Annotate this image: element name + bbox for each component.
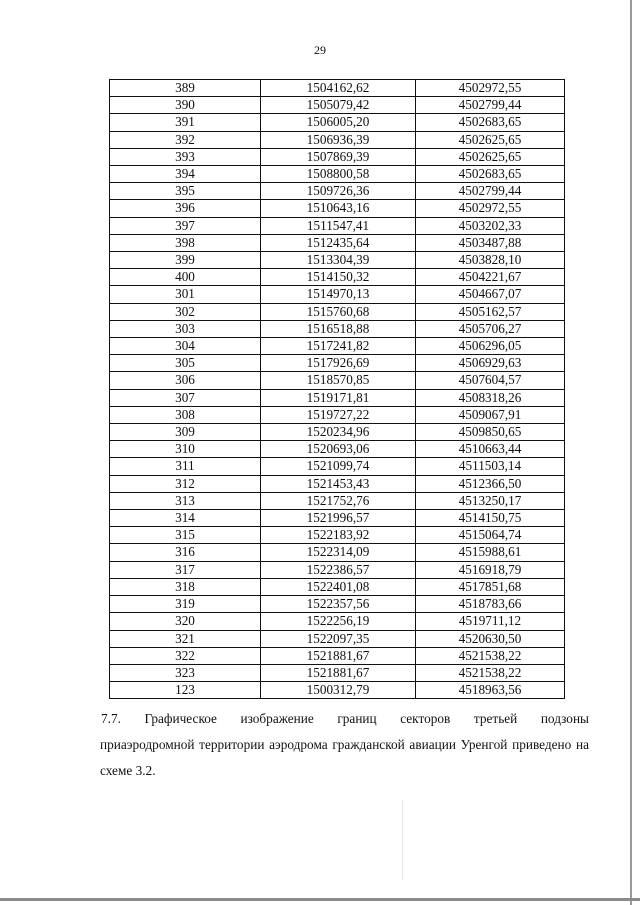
point-number-cell: 319 (110, 596, 261, 613)
x-coordinate-cell: 1500312,79 (261, 682, 416, 699)
point-number-cell: 322 (110, 647, 261, 664)
y-coordinate-cell: 4503202,33 (416, 217, 565, 234)
table-row (110, 596, 565, 613)
table-row (110, 527, 565, 544)
table-row (110, 561, 565, 578)
point-number-cell: 396 (110, 200, 261, 217)
table-row (110, 355, 565, 372)
y-coordinate-cell: 4509850,65 (416, 424, 565, 441)
y-coordinate-cell: 4505162,57 (416, 303, 565, 320)
x-coordinate-cell: 1521453,43 (261, 475, 416, 492)
table-row (110, 406, 565, 423)
x-coordinate-cell: 1522256,19 (261, 613, 416, 630)
paragraph-word: подзоны (540, 711, 589, 726)
table-row (110, 647, 565, 664)
y-coordinate-cell: 4502972,55 (416, 80, 565, 97)
table-row (110, 458, 565, 475)
point-number-cell: 400 (110, 269, 261, 286)
x-coordinate-cell: 1522357,56 (261, 596, 416, 613)
x-coordinate-cell: 1519727,22 (261, 406, 416, 423)
section-paragraph (101, 706, 589, 784)
y-coordinate-cell: 4502683,65 (416, 166, 565, 183)
point-number-cell: 307 (110, 389, 261, 406)
table-row (110, 664, 565, 681)
y-coordinate-cell: 4504667,07 (416, 286, 565, 303)
x-coordinate-cell: 1506936,39 (261, 131, 416, 148)
point-number-cell: 399 (110, 252, 261, 269)
table-row (110, 544, 565, 561)
table-row (110, 630, 565, 647)
table-row (110, 338, 565, 355)
y-coordinate-cell: 4520630,50 (416, 630, 565, 647)
paragraph-first-line (101, 706, 589, 732)
point-number-cell: 389 (110, 80, 261, 97)
x-coordinate-cell: 1521881,67 (261, 664, 416, 681)
x-coordinate-cell: 1522401,08 (261, 578, 416, 595)
point-number-cell: 308 (110, 406, 261, 423)
y-coordinate-cell: 4515988,61 (416, 544, 565, 561)
y-coordinate-cell: 4514150,75 (416, 510, 565, 527)
x-coordinate-cell: 1520234,96 (261, 424, 416, 441)
y-coordinate-cell: 4508318,26 (416, 389, 565, 406)
table-row (110, 148, 565, 165)
table-row (110, 320, 565, 337)
page-edge-bottom (0, 898, 640, 901)
table-row (110, 613, 565, 630)
x-coordinate-cell: 1514970,13 (261, 286, 416, 303)
point-number-cell: 310 (110, 441, 261, 458)
point-number-cell: 397 (110, 217, 261, 234)
paragraph-word: Графическое (144, 711, 217, 726)
page-edge-right (630, 0, 632, 905)
paragraph-word: третьей (473, 711, 518, 726)
x-coordinate-cell: 1522314,09 (261, 544, 416, 561)
y-coordinate-cell: 4521538,22 (416, 664, 565, 681)
y-coordinate-cell: 4506929,63 (416, 355, 565, 372)
point-number-cell: 390 (110, 97, 261, 114)
page-number: 29 (314, 43, 326, 57)
table-row (110, 183, 565, 200)
point-number-cell: 395 (110, 183, 261, 200)
point-number-cell: 311 (110, 458, 261, 475)
y-coordinate-cell: 4510663,44 (416, 441, 565, 458)
x-coordinate-cell: 1521996,57 (261, 510, 416, 527)
point-number-cell: 304 (110, 338, 261, 355)
y-coordinate-cell: 4521538,22 (416, 647, 565, 664)
y-coordinate-cell: 4503828,10 (416, 252, 565, 269)
y-coordinate-cell: 4512366,50 (416, 475, 565, 492)
point-number-cell: 392 (110, 131, 261, 148)
x-coordinate-cell: 1522183,92 (261, 527, 416, 544)
y-coordinate-cell: 4502799,44 (416, 97, 565, 114)
point-number-cell: 323 (110, 664, 261, 681)
x-coordinate-cell: 1514150,32 (261, 269, 416, 286)
y-coordinate-cell: 4505706,27 (416, 320, 565, 337)
y-coordinate-cell: 4503487,88 (416, 234, 565, 251)
point-number-cell: 316 (110, 544, 261, 561)
point-number-cell: 306 (110, 372, 261, 389)
x-coordinate-cell: 1517241,82 (261, 338, 416, 355)
table-row (110, 217, 565, 234)
table-row (110, 200, 565, 217)
x-coordinate-cell: 1516518,88 (261, 320, 416, 337)
x-coordinate-cell: 1520693,06 (261, 441, 416, 458)
y-coordinate-cell: 4502625,65 (416, 131, 565, 148)
x-coordinate-cell: 1518570,85 (261, 372, 416, 389)
x-coordinate-cell: 1511547,41 (261, 217, 416, 234)
y-coordinate-cell: 4519711,12 (416, 613, 565, 630)
x-coordinate-cell: 1521752,76 (261, 492, 416, 509)
table-row (110, 510, 565, 527)
y-coordinate-cell: 4507604,57 (416, 372, 565, 389)
x-coordinate-cell: 1509726,36 (261, 183, 416, 200)
point-number-cell: 393 (110, 148, 261, 165)
y-coordinate-cell: 4518783,66 (416, 596, 565, 613)
x-coordinate-cell: 1519171,81 (261, 389, 416, 406)
table-row (110, 682, 565, 699)
x-coordinate-cell: 1508800,58 (261, 166, 416, 183)
table-row (110, 80, 565, 97)
table-row (110, 252, 565, 269)
point-number-cell: 394 (110, 166, 261, 183)
table-row (110, 286, 565, 303)
table-row (110, 131, 565, 148)
x-coordinate-cell: 1521881,67 (261, 647, 416, 664)
y-coordinate-cell: 4502683,65 (416, 114, 565, 131)
y-coordinate-cell: 4502625,65 (416, 148, 565, 165)
table-row (110, 492, 565, 509)
paragraph-word: изображение (240, 711, 314, 726)
point-number-cell: 309 (110, 424, 261, 441)
point-number-cell: 123 (110, 682, 261, 699)
table-row (110, 441, 565, 458)
y-coordinate-cell: 4504221,67 (416, 269, 565, 286)
y-coordinate-cell: 4517851,68 (416, 578, 565, 595)
table-row (110, 578, 565, 595)
point-number-cell: 314 (110, 510, 261, 527)
table-row (110, 114, 565, 131)
paragraph-word: границ (337, 711, 377, 726)
y-coordinate-cell: 4502972,55 (416, 200, 565, 217)
paragraph-word: 7.7. (101, 711, 121, 726)
table-row (110, 303, 565, 320)
table-row (110, 372, 565, 389)
y-coordinate-cell: 4513250,17 (416, 492, 565, 509)
x-coordinate-cell: 1521099,74 (261, 458, 416, 475)
y-coordinate-cell: 4509067,91 (416, 406, 565, 423)
y-coordinate-cell: 4502799,44 (416, 183, 565, 200)
table-row (110, 424, 565, 441)
x-coordinate-cell: 1510643,16 (261, 200, 416, 217)
x-coordinate-cell: 1507869,39 (261, 148, 416, 165)
point-number-cell: 398 (110, 234, 261, 251)
y-coordinate-cell: 4518963,56 (416, 682, 565, 699)
point-number-cell: 391 (110, 114, 261, 131)
y-coordinate-cell: 4515064,74 (416, 527, 565, 544)
x-coordinate-cell: 1522097,35 (261, 630, 416, 647)
scan-artifact-line (402, 800, 403, 880)
point-number-cell: 303 (110, 320, 261, 337)
y-coordinate-cell: 4506296,05 (416, 338, 565, 355)
x-coordinate-cell: 1522386,57 (261, 561, 416, 578)
point-number-cell: 318 (110, 578, 261, 595)
point-number-cell: 305 (110, 355, 261, 372)
x-coordinate-cell: 1513304,39 (261, 252, 416, 269)
table-row (110, 166, 565, 183)
point-number-cell: 313 (110, 492, 261, 509)
point-number-cell: 302 (110, 303, 261, 320)
paragraph-word: секторов (400, 711, 451, 726)
table-row (110, 97, 565, 114)
x-coordinate-cell: 1505079,42 (261, 97, 416, 114)
x-coordinate-cell: 1515760,68 (261, 303, 416, 320)
point-number-cell: 320 (110, 613, 261, 630)
coordinates-table-body (110, 80, 565, 699)
point-number-cell: 317 (110, 561, 261, 578)
point-number-cell: 321 (110, 630, 261, 647)
x-coordinate-cell: 1504162,62 (261, 80, 416, 97)
table-row (110, 475, 565, 492)
paragraph-text: приаэродромной территории аэродрома гражданской авиации Уренгой приведено на схеме 3.2. (100, 737, 589, 778)
point-number-cell: 315 (110, 527, 261, 544)
x-coordinate-cell: 1506005,20 (261, 114, 416, 131)
coordinates-table (109, 79, 565, 699)
x-coordinate-cell: 1517926,69 (261, 355, 416, 372)
point-number-cell: 312 (110, 475, 261, 492)
table-row (110, 389, 565, 406)
point-number-cell: 301 (110, 286, 261, 303)
y-coordinate-cell: 4516918,79 (416, 561, 565, 578)
table-row (110, 269, 565, 286)
y-coordinate-cell: 4511503,14 (416, 458, 565, 475)
table-row (110, 234, 565, 251)
x-coordinate-cell: 1512435,64 (261, 234, 416, 251)
